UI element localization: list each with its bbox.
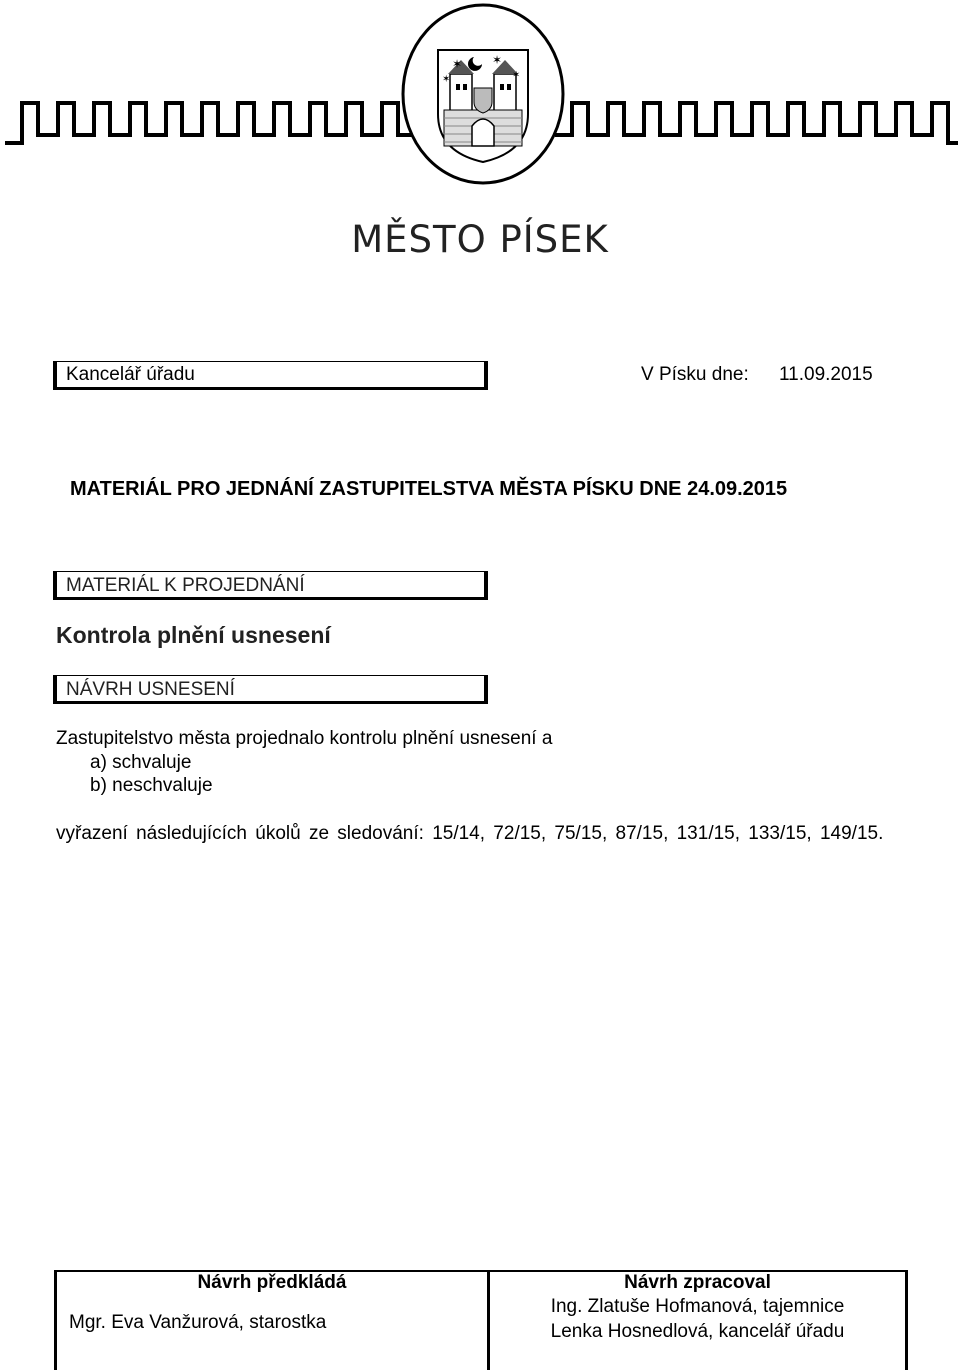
footer-header-row [56,1271,907,1294]
presented-by: Mgr. Eva Vanžurová, starostka [56,1294,489,1370]
removal-text: vyřazení následujících úkolů ze sledování: 15/14, 72/15, 75/15, 87/15, 131/15, 133/15, 149/15. [56,823,884,844]
resolution-intro: Zastupitelstvo města projednalo kontrolu plnění usnesení a [56,728,553,749]
prepared-by-line-1: Ing. Zlatuše Hofmanová, tajemnice [550,1296,845,1317]
city-name-logo: MĚSTO PÍSEK [351,218,609,261]
svg-text:✶: ✶ [492,53,503,67]
material-label: MATERIÁL K PROJEDNÁNÍ [66,575,305,596]
date-value: 11.09.2015 [779,364,873,385]
subject-title: Kontrola plnění usnesení [56,622,331,648]
prepared-by-line-2: Lenka Hosnedlová, kancelář úřadu [550,1321,845,1342]
svg-text:✶: ✶ [452,57,463,71]
presented-heading: Návrh předkládá [56,1271,489,1294]
prepared-heading: Návrh zpracoval [489,1271,907,1294]
page-title: MATERIÁL PRO JEDNÁNÍ ZASTUPITELSTVA MĚSTA PÍSKU DNE 24.09.2015 [70,478,788,500]
option-reject: b) neschvaluje [90,775,213,796]
option-approve: a) schvaluje [90,752,192,773]
footer-body-row [56,1294,907,1370]
coat-of-arms-emblem [400,2,566,186]
proposal-label: NÁVRH USNESENÍ [66,679,235,700]
date-label: V Písku dne: [641,364,749,385]
footer-table [54,1270,908,1370]
office-label: Kancelář úřadu [66,364,195,385]
svg-text:✶: ✶ [442,74,451,85]
prepared-by-cell [489,1294,907,1370]
svg-text:✶: ✶ [512,70,521,81]
